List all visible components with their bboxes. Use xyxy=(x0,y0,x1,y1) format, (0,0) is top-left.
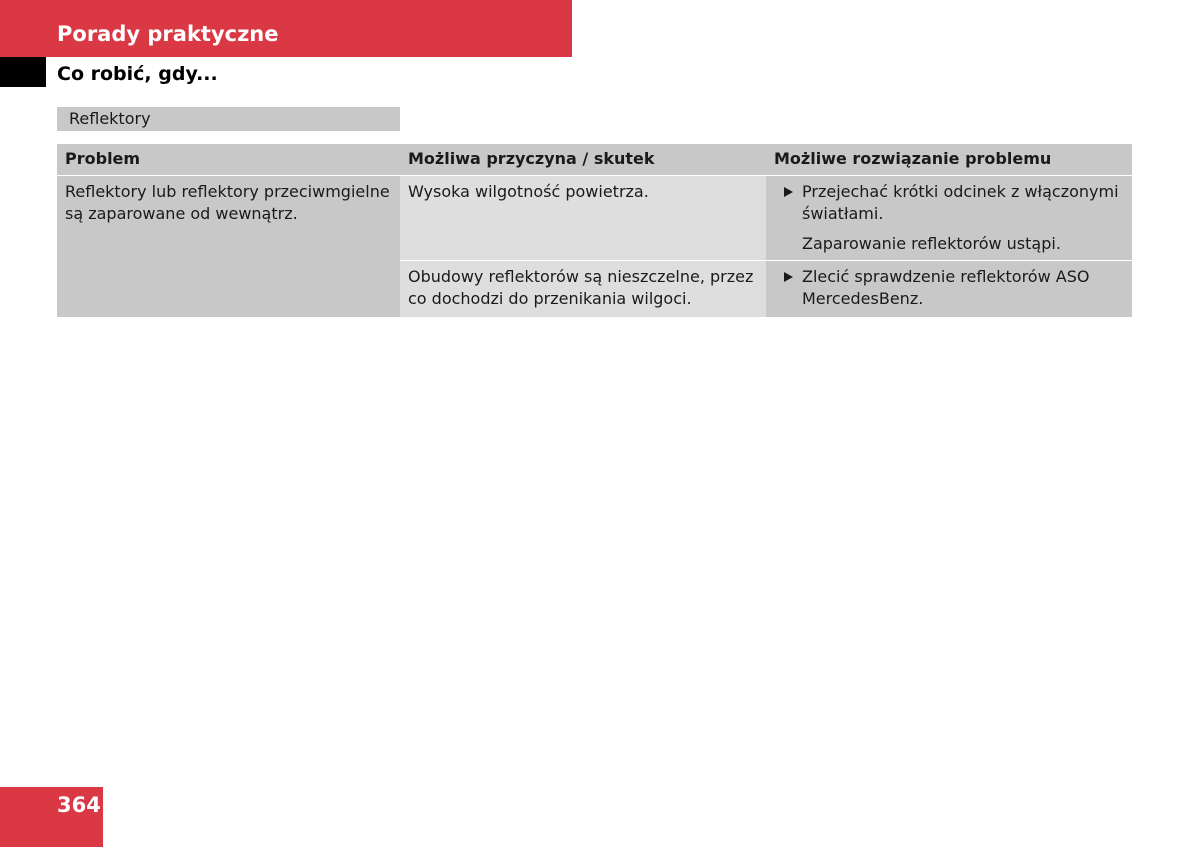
cause-cell-1: Wysoka wilgotność powietrza. xyxy=(400,176,766,260)
page-subtitle: Co robić, gdy... xyxy=(57,63,218,85)
troubleshooting-table xyxy=(57,144,1132,317)
solution-cell-2 xyxy=(766,261,1132,317)
problem-cell: Reflektory lub reflektory przeciwmgielne są zaparowane od wewnątrz. xyxy=(57,176,400,317)
solution-step-1 xyxy=(774,181,1124,225)
section-heading: Reflektory xyxy=(69,109,151,128)
page-number: 364 xyxy=(57,793,101,817)
solution-note: Zaparowanie reflektorów ustąpi. xyxy=(802,234,1061,253)
solution-step-text: Przejechać krótki odcinek z włączonymi światłami. xyxy=(802,182,1119,223)
solution-cell-1 xyxy=(766,176,1132,260)
arrow-right-icon xyxy=(784,187,793,197)
column-header-cause: Możliwa przyczyna / skutek xyxy=(400,144,766,175)
column-header-solution: Możliwe rozwiązanie problemu xyxy=(766,144,1132,175)
chapter-marker xyxy=(0,57,46,87)
page-section-title: Porady praktyczne xyxy=(57,22,279,46)
arrow-right-icon xyxy=(784,272,793,282)
solution-step-2 xyxy=(774,266,1124,310)
solution-step-text: Zlecić sprawdzenie reflektorów ASO MercedesBenz. xyxy=(802,267,1090,308)
column-header-problem: Problem xyxy=(57,144,400,175)
section-heading-bar xyxy=(57,107,400,131)
cause-cell-2: Obudowy reflektorów są nieszczelne, przez co dochodzi do przenikania wilgoci. xyxy=(400,261,766,317)
